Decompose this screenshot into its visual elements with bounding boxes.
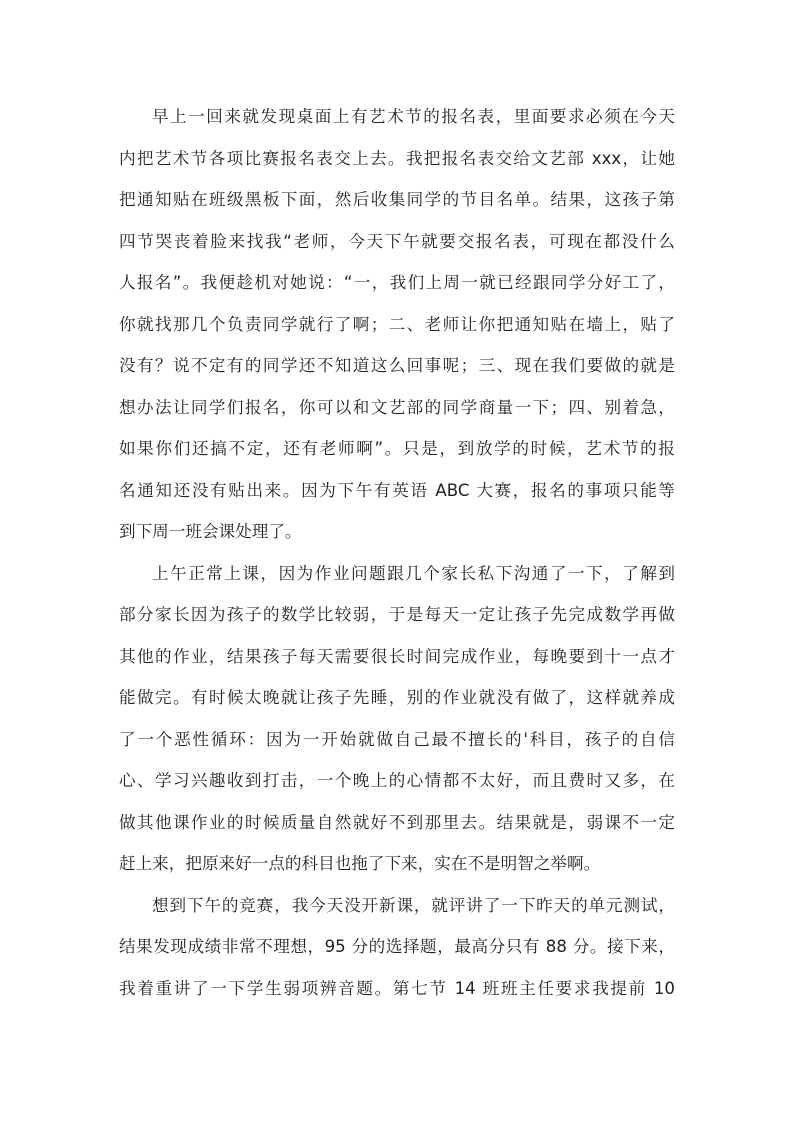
text-line: 没有？说不定有的同学还不知道这么回事呢；三、现在我们要做的就是 (119, 356, 675, 375)
text-line: 把通知贴在班级黑板下面，然后收集同学的节目名单。结果，这孩子第 (119, 190, 675, 209)
text-line: 部分家长因为孩子的数学比较弱，于是每天一定让孩子先完成数学再做 (119, 605, 675, 624)
text-line: 能做完。有时候太晚就让孩子先睡，别的作业就没有做了，这样就养成 (119, 688, 675, 707)
text-line: 了一个恶性循环：因为一开始就做自己最不擅长的'科目，孩子的自信 (119, 729, 675, 749)
text-line: 四节哭丧着脸来找我“老师，今天下午就要交报名表，可现在都没什么 (119, 231, 675, 251)
paragraph-2 (119, 553, 675, 885)
text-line: 如果你们还搞不定，还有老师啊”。只是，到放学的时候，艺术节的报 (119, 439, 675, 458)
text-line: 结果发现成绩非常不理想，95 分的选择题，最高分只有 88 分。接下来， (119, 937, 675, 956)
text-line: 赶上来，把原来好一点的科目也拖了下来，实在不是明智之举啊。 (119, 854, 601, 873)
text-line: 人报名”。我便趁机对她说：“一，我们上周一就已经跟同学分好工了， (119, 273, 675, 292)
text-line: 其他的作业，结果孩子每天需要很长时间完成作业，每晚要到十一点才 (119, 646, 675, 666)
text-line: 想办法让同学们报名，你可以和文艺部的同学商量一下；四、别着急， (119, 397, 675, 417)
text-line: 到下周一班会课处理了。 (119, 522, 302, 541)
text-line: 你就找那几个负责同学就行了啊；二、老师让你把通知贴在墙上，贴了 (119, 314, 675, 334)
document-page (119, 96, 675, 1009)
text-line: 做其他课作业的时候质量自然就好不到那里去。结果就是，弱课不一定 (119, 812, 675, 832)
text-line: 想到下午的竞赛，我今天没开新课，就评讲了一下昨天的单元测试， (152, 895, 675, 915)
paragraph-1 (119, 96, 675, 553)
text-line: 上午正常上课，因为作业问题跟几个家长私下沟通了一下，了解到 (152, 563, 675, 583)
text-line: 名通知还没有贴出来。因为下午有英语 ABC 大赛，报名的事项只能等 (119, 480, 675, 500)
text-line: 早上一回来就发现桌面上有艺术节的报名表，里面要求必须在今天 (152, 107, 675, 126)
text-line: 心、学习兴趣收到打击，一个晚上的心情都不太好，而且费时又多，在 (119, 771, 675, 790)
paragraph-3 (119, 885, 675, 1010)
text-line: 我着重讲了一下学生弱项辨音题。第七节 14 班班主任要求我提前 10 (119, 978, 675, 998)
text-line: 内把艺术节各项比赛报名表交上去。我把报名表交给文艺部 xxx，让她 (119, 148, 675, 168)
